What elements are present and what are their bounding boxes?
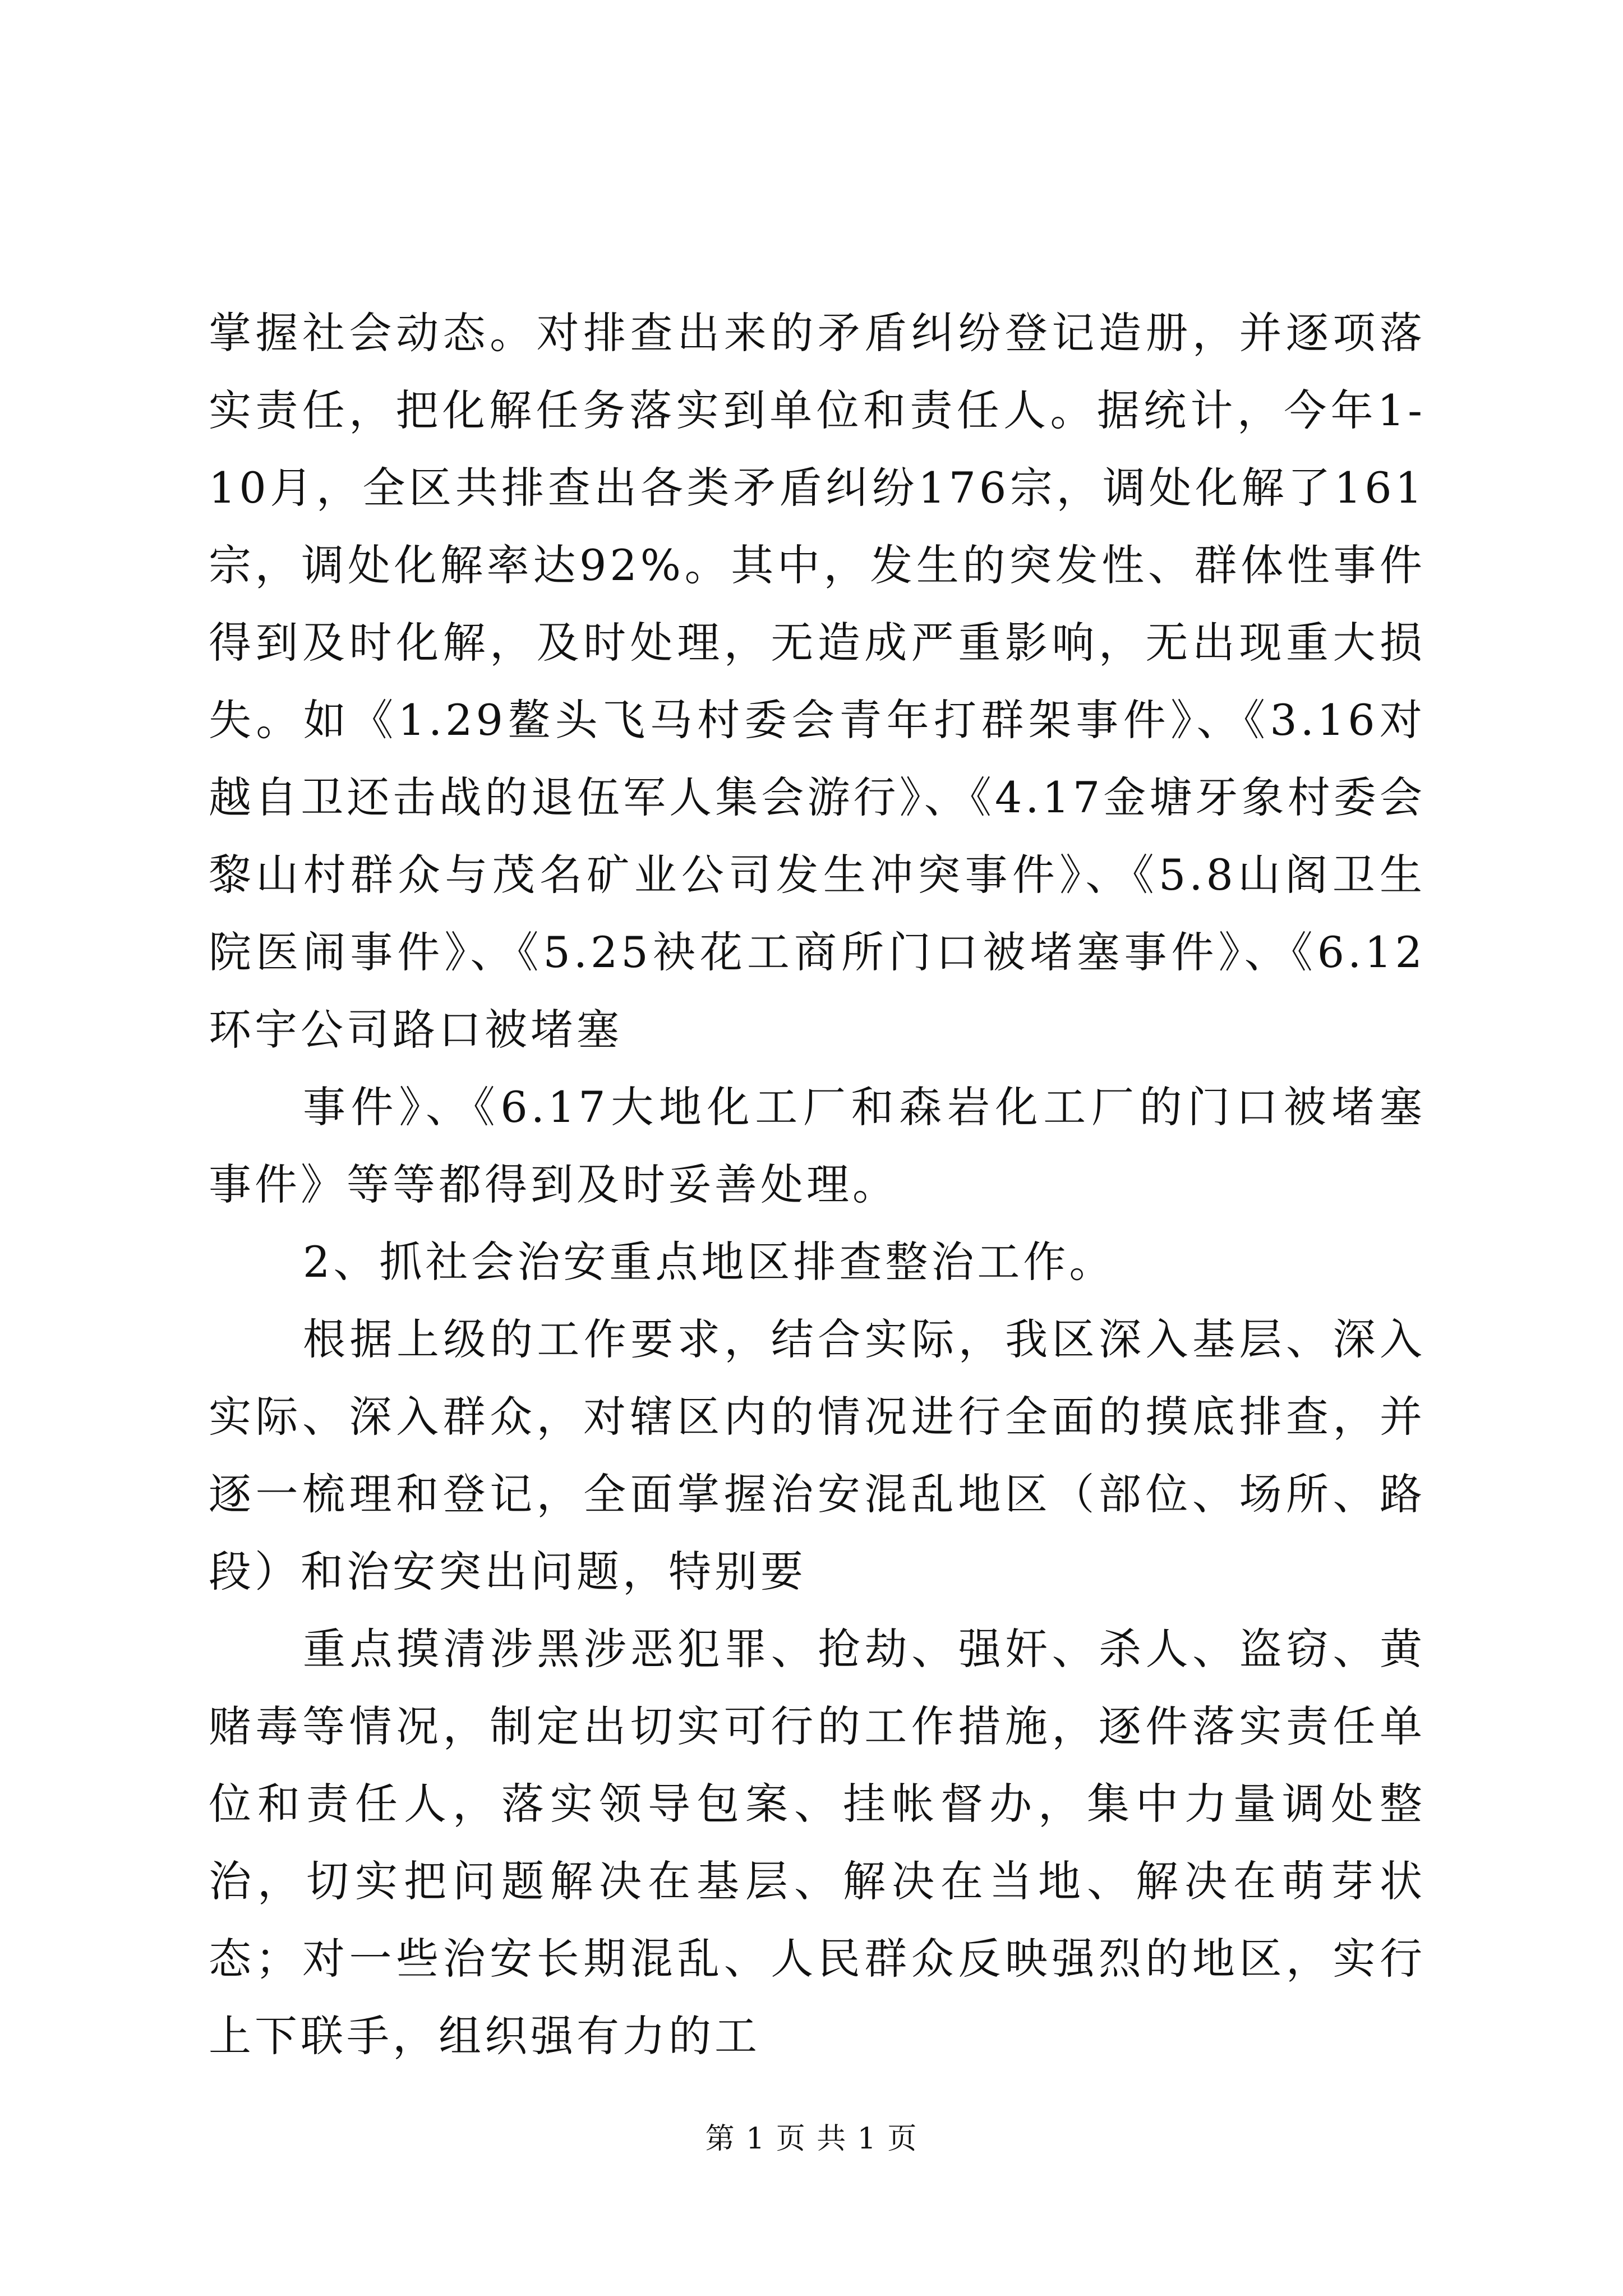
section-heading-2: 2、抓社会治安重点地区排查整治工作。: [303, 1237, 1115, 1287]
paragraph-2: 事件》、《6.17大地化工厂和森岩化工厂的门口被堵塞事件》等等都得到及时妥善处理。: [209, 1082, 1426, 1209]
paragraph-4: 重点摸清涉黑涉恶犯罪、抢劫、强奸、杀人、盗窃、黄赌毒等情况，制定出切实可行的工作措施，逐件落实责任单位和责任人，落实领导包案、挂帐督办，集中力量调处整治，切实把问题解决在基层、解决在当地、解决在萌芽状态；对一些治安长期混乱、人民群众反映强烈的地区，实行上下联手，组织强有力的工: [209, 1624, 1426, 2061]
document-body: [209, 295, 1426, 2075]
page-number-footer: 第 1 页 共 1 页: [705, 2122, 918, 2156]
paragraph-1: 掌握社会动态。对排查出来的矛盾纠纷登记造册，并逐项落实责任，把化解任务落实到单位和责任人。据统计，今年1-10月，全区共排查出各类矛盾纠纷176宗，调处化解了161宗，调处化解率达92%。其中，发生的突发性、群体性事件得到及时化解，及时处理，无造成严重影响，无出现重大损失。如《1.29鳌头飞马村委会青年打群架事件》、《3.16对越自卫还击战的退伍军人集会游行》、《4.17金塘牙象村委会黎山村群众与茂名矿业公司发生冲突事件》、《5.8山阁卫生院医闹事件》、《5.25袂花工商所门口被堵塞事件》、《6.12环宇公司路口被堵塞: [209, 308, 1426, 1055]
paragraph-3: 根据上级的工作要求，结合实际，我区深入基层、深入实际、深入群众，对辖区内的情况进行全面的摸底排查，并逐一梳理和登记，全面掌握治安混乱地区（部位、场所、路段）和治安突出问题，特别要: [209, 1314, 1426, 1596]
